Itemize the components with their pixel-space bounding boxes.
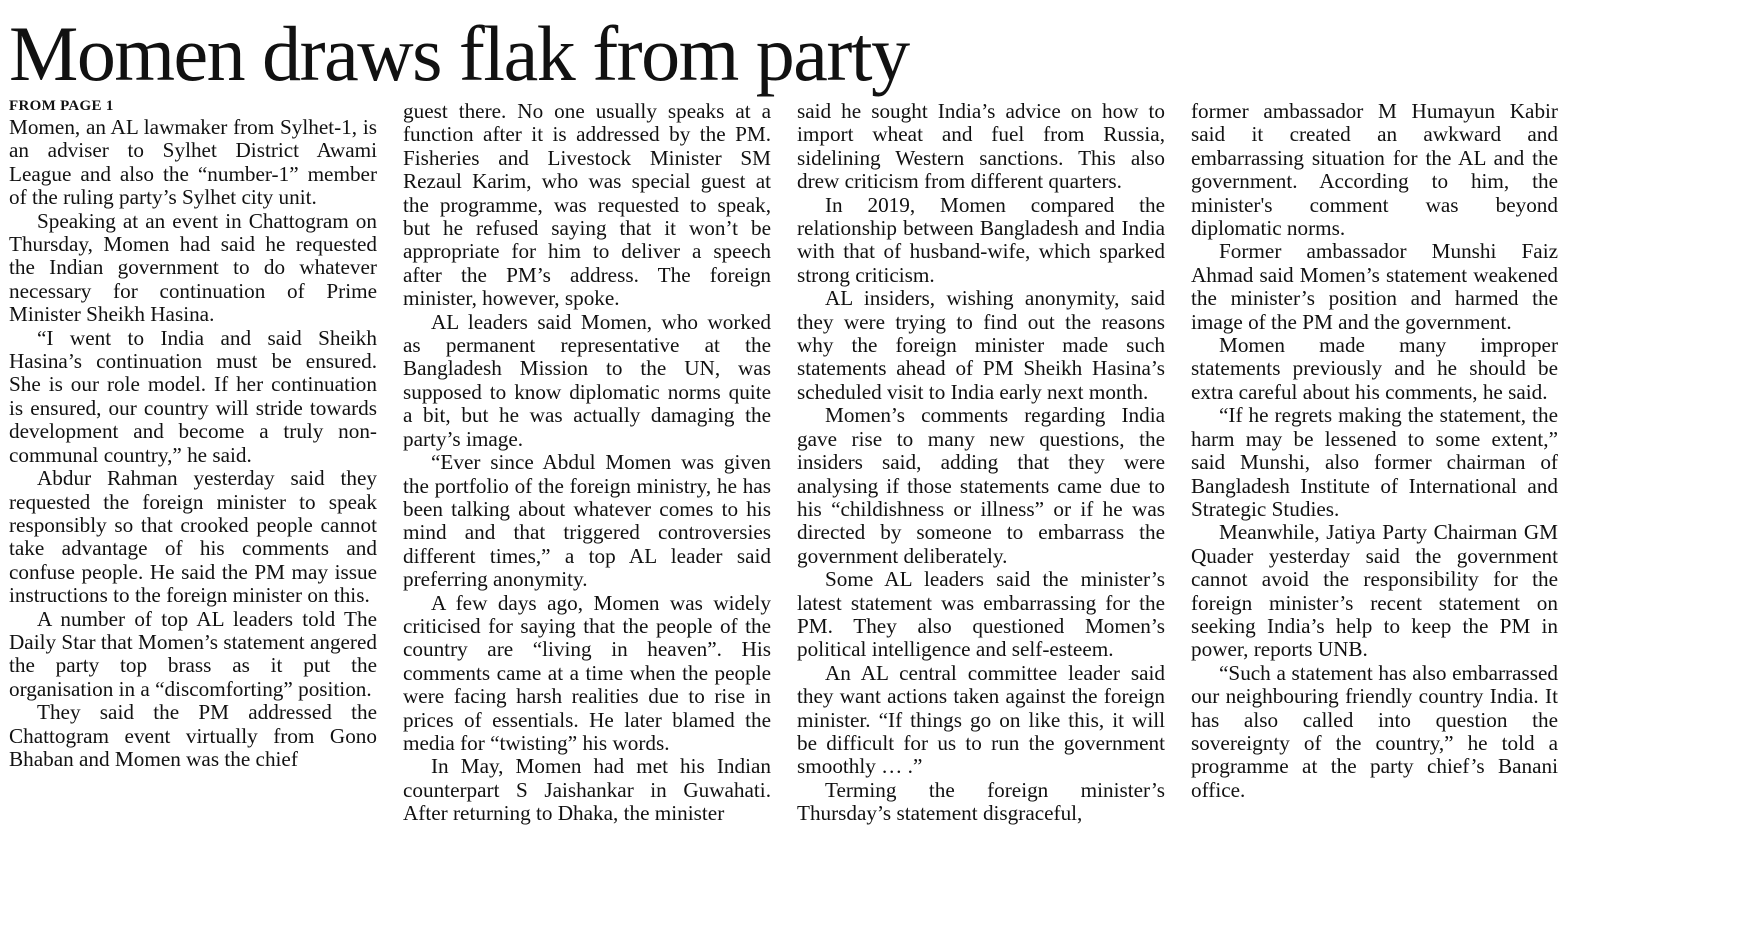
column-1 (9, 98, 377, 771)
paragraph: AL leaders said Momen, who worked as permanent representative at the Bangladesh Mission to the UN, was supposed to know diplomatic norms quite a bit, but he was actually damaging the party’s image. (403, 309, 771, 451)
paragraph: In May, Momen had met his Indian counterpart S Jaishankar in Guwahati. After returning to Dhaka, the minister (403, 754, 771, 826)
paragraph: Some AL leaders said the minister’s latest statement was embarrassing for the PM. They also questioned Momen’s political intelligence and self-esteem. (797, 567, 1165, 662)
paragraph: Terming the foreign minister’s Thursday’s statement disgraceful, (797, 777, 1165, 826)
paragraph: “Such a statement has also embarrassed our neighbouring friendly country India. It has also called into question the sovereignty of the country,” he told a programme at the party chief’s Banani office. (1191, 660, 1558, 802)
column-3 (797, 100, 1165, 826)
column-4 (1191, 100, 1558, 802)
paragraph: Momen made many improper statements previously and he should be extra careful about his comments, he said. (1191, 333, 1558, 404)
paragraph: AL insiders, wishing anonymity, said they were trying to find out the reasons why the foreign minister made such statements ahead of PM Sheikh Hasina’s scheduled visit to India early next month. (797, 286, 1165, 404)
headline: Momen draws flak from party (9, 10, 909, 97)
paragraph: Abdur Rahman yesterday said they requested the foreign minister to speak responsibly so that crooked people cannot take advantage of his comments and confuse people. He said the PM may issue instructions to the foreign minister on this. (9, 466, 377, 608)
paragraph: A number of top AL leaders told The Daily Star that Momen’s statement angered the party top brass as it put the organisation in a “discomforting” position. (9, 606, 377, 701)
paragraph: Momen’s comments regarding India gave rise to many new questions, the insiders said, adding that they were analysing if those statements came due to his “childishness or illness” or if he was directed by someone to embarrass the government deliberately. (797, 403, 1165, 568)
paragraph: Former ambassador Munshi Faiz Ahmad said Momen’s statement weakened the minister’s position and harmed the image of the PM and the government. (1191, 239, 1558, 334)
paragraph: Speaking at an event in Chattogram on Thursday, Momen had said he requested the Indian government to do whatever necessary for continuation of Prime Minister Sheikh Hasina. (9, 208, 377, 327)
paragraph: Momen, an AL lawmaker from Sylhet-1, is an adviser to Sylhet District Awami League and also the “number-1” member of the ruling party’s Sylhet city unit. (9, 115, 377, 210)
paragraph: A few days ago, Momen was widely criticised for saying that the people of the country are “living in heaven”. His comments came at a time when the people were facing harsh realities due to rise in prices of essentials. He later blamed the media for “twisting” his words. (403, 590, 771, 755)
paragraph: In 2019, Momen compared the relationship between Bangladesh and India with that of husband-wife, which sparked strong criticism. (797, 192, 1165, 287)
kicker-from-page-1: FROM PAGE 1 (9, 98, 114, 114)
paragraph: said he sought India’s advice on how to import wheat and fuel from Russia, sidelining Western sanctions. This also drew criticism from different quarters. (797, 99, 1165, 194)
paragraph: “If he regrets making the statement, the harm may be lessened to some extent,” said Munshi, also former chairman of Bangladesh Institute of International and Strategic Studies. (1191, 403, 1558, 521)
paragraph: “I went to India and said Sheikh Hasina’s continuation must be ensured. She is our role model. If her continuation is ensured, our country will stride towards development and become a truly non-communal country,” he said. (9, 325, 377, 467)
paragraph: Meanwhile, Jatiya Party Chairman GM Quader yesterday said the government cannot avoid the responsibility for the foreign minister’s recent statement on seeking India’s help to keep the PM in power, reports UNB. (1191, 520, 1558, 662)
paragraph: guest there. No one usually speaks at a function after it is addressed by the PM. Fisheries and Livestock Minister SM Rezaul Karim, who was special guest at the programme, was requested to speak, but he refused saying that it won’t be appropriate for him to deliver a speech after the PM’s address. The foreign minister, however, spoke. (403, 99, 771, 311)
column-2 (403, 100, 771, 826)
paragraph: “Ever since Abdul Momen was given the portfolio of the foreign ministry, he has been talking about whatever comes to his mind and that triggered controversies different times,” a top AL leader said preferring anonymity. (403, 450, 771, 592)
paragraph: former ambassador M Humayun Kabir said it created an awkward and embarrassing situation for the AL and the government. According to him, the minister's comment was beyond diplomatic norms. (1191, 99, 1558, 241)
paragraph: They said the PM addressed the Chattogram event virtually from Gono Bhaban and Momen was the chief (9, 700, 377, 771)
paragraph: An AL central committee leader said they want actions taken against the foreign minister. “If things go on like this, it will be difficult for us to run the government smoothly … .” (797, 660, 1165, 779)
